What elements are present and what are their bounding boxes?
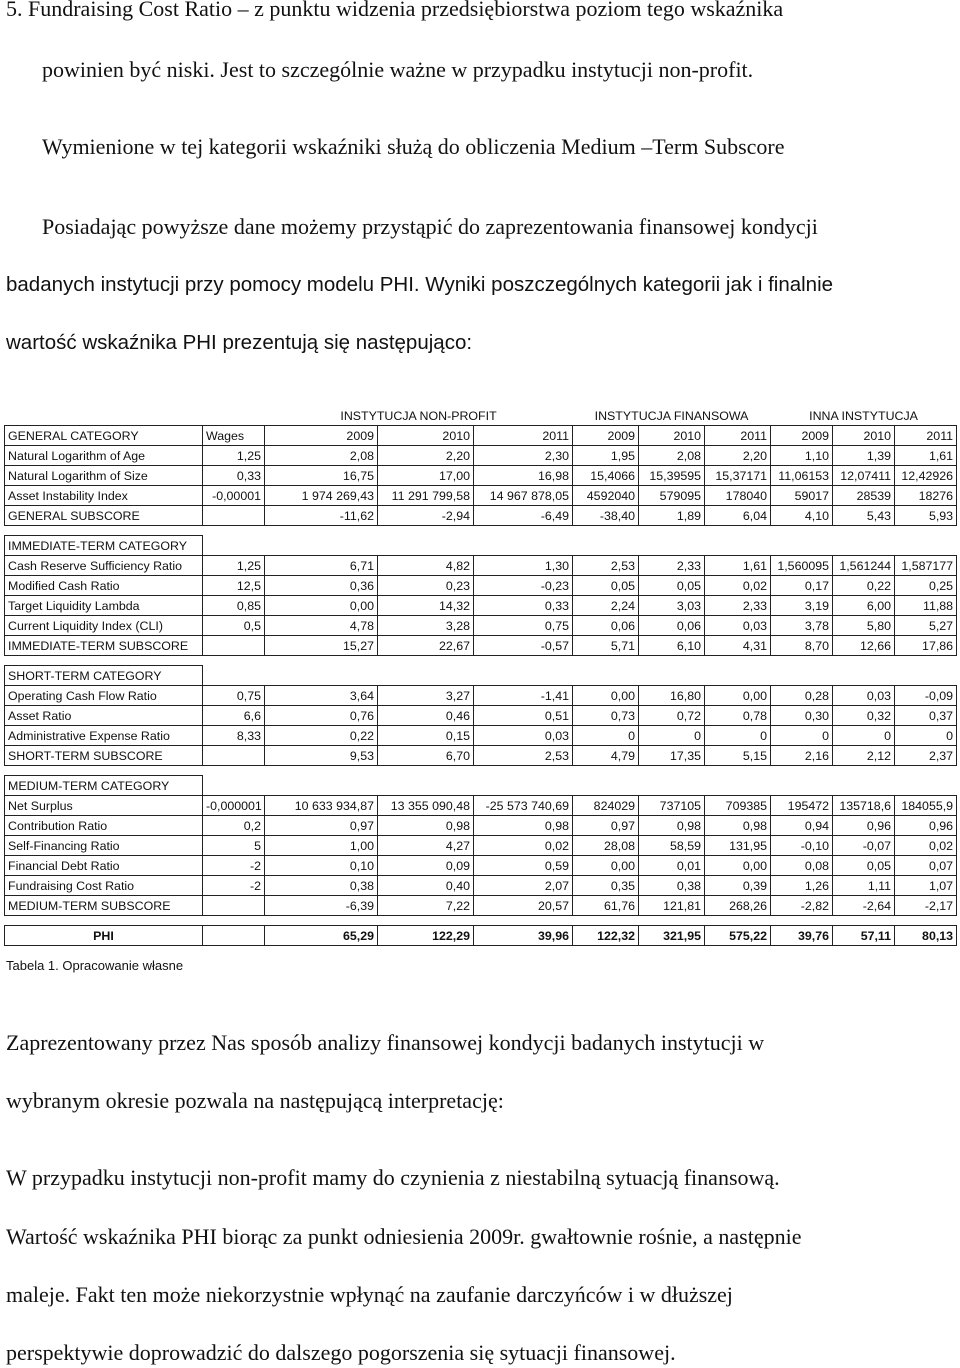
- table-cell: 0,98: [639, 816, 705, 836]
- table-cell: 6,04: [705, 506, 771, 526]
- table-cell: 0,02: [705, 576, 771, 596]
- table-cell: 0,85: [203, 596, 265, 616]
- table-cell: [203, 896, 265, 916]
- table-cell: 824029: [573, 796, 639, 816]
- table-cell: 2,24: [573, 596, 639, 616]
- table-cell: 61,76: [573, 896, 639, 916]
- category-title-cell: SHORT-TERM CATEGORY: [5, 666, 203, 686]
- group-header-cell: INNA INSTYTUCJA: [771, 406, 957, 426]
- table-cell: 1,26: [771, 876, 833, 896]
- table-cell: 0,33: [474, 596, 573, 616]
- table-cell: -2,17: [895, 896, 957, 916]
- phi-results-table-wrapper: [4, 406, 956, 946]
- table-cell: 0,33: [203, 466, 265, 486]
- phi-value-cell: 65,29: [265, 926, 378, 946]
- row-label-cell: GENERAL SUBSCORE: [5, 506, 203, 526]
- table-row: [5, 616, 957, 636]
- table-header-cell: 2010: [378, 426, 474, 446]
- table-cell: 0,08: [771, 856, 833, 876]
- table-cell: 12,07411: [833, 466, 895, 486]
- table-cell: -25 573 740,69: [474, 796, 573, 816]
- table-cell: 2,16: [771, 746, 833, 766]
- table-cell: 11 291 799,58: [378, 486, 474, 506]
- table-row: [5, 506, 957, 526]
- paragraph-line: Zaprezentowany przez Nas sposób analizy finansowej kondycji badanych instytucji w: [6, 1030, 765, 1055]
- paragraph-line: perspektywie doprowadzić do dalszego pogorszenia się sytuacji finansowej.: [6, 1340, 676, 1365]
- table-header-cell: 2011: [705, 426, 771, 446]
- table-cell: 0,98: [378, 816, 474, 836]
- row-label-cell: Administrative Expense Ratio: [5, 726, 203, 746]
- table-header-cell: 2009: [771, 426, 833, 446]
- table-row: [5, 446, 957, 466]
- table-cell: 5,80: [833, 616, 895, 636]
- row-label-cell: Operating Cash Flow Ratio: [5, 686, 203, 706]
- table-row: [5, 466, 957, 486]
- table-cell: [203, 636, 265, 656]
- table-cell: 3,28: [378, 616, 474, 636]
- table-cell: 0,73: [573, 706, 639, 726]
- table-cell: 6,6: [203, 706, 265, 726]
- table-header-row: [5, 406, 957, 426]
- table-cell: 5: [203, 836, 265, 856]
- table-cell: [203, 746, 265, 766]
- row-label-cell: Natural Logarithm of Age: [5, 446, 203, 466]
- table-cell: 0,75: [474, 616, 573, 636]
- table-cell: 0,30: [771, 706, 833, 726]
- paragraph-line: Wymienione w tej kategorii wskaźniki służą do obliczenia Medium –Term Subscore: [42, 134, 785, 159]
- table-cell: 4,31: [705, 636, 771, 656]
- group-header-cell: INSTYTUCJA FINANSOWA: [573, 406, 771, 426]
- table-cell: 2,30: [474, 446, 573, 466]
- table-cell: -6,39: [265, 896, 378, 916]
- table-cell: 9,53: [265, 746, 378, 766]
- table-cell: -0,10: [771, 836, 833, 856]
- phi-total-row: [5, 926, 957, 946]
- paragraph-line: Posiadając powyższe dane możemy przystąpić do zaprezentowania finansowej kondycji: [42, 214, 818, 239]
- table-cell: 0,05: [639, 576, 705, 596]
- table-cell: 11,06153: [771, 466, 833, 486]
- table-cell: 28,08: [573, 836, 639, 856]
- table-cell: 0,38: [639, 876, 705, 896]
- row-label-cell: Target Liquidity Lambda: [5, 596, 203, 616]
- table-cell: 0,09: [378, 856, 474, 876]
- table-row: [5, 576, 957, 596]
- table-row: [5, 816, 957, 836]
- table-cell: 1,561244: [833, 556, 895, 576]
- table-cell: 4,27: [378, 836, 474, 856]
- table-cell: 0,00: [573, 686, 639, 706]
- table-cell: 2,07: [474, 876, 573, 896]
- phi-value-cell: 122,29: [378, 926, 474, 946]
- table-cell: 0,78: [705, 706, 771, 726]
- table-cell: 0,94: [771, 816, 833, 836]
- table-caption: Tabela 1. Opracowanie własne: [6, 958, 184, 973]
- table-cell: 12,66: [833, 636, 895, 656]
- table-cell: 12,5: [203, 576, 265, 596]
- table-spacer-row: [5, 916, 957, 926]
- table-cell: 17,86: [895, 636, 957, 656]
- table-cell: 1,25: [203, 556, 265, 576]
- table-cell: 1,587177: [895, 556, 957, 576]
- table-cell: 2,20: [705, 446, 771, 466]
- table-cell: -6,49: [474, 506, 573, 526]
- table-cell: 13 355 090,48: [378, 796, 474, 816]
- table-cell: 6,70: [378, 746, 474, 766]
- spacer-cell: [5, 656, 957, 666]
- table-cell: 6,71: [265, 556, 378, 576]
- row-label-cell: Contribution Ratio: [5, 816, 203, 836]
- table-cell: 1,11: [833, 876, 895, 896]
- phi-results-table: [4, 406, 957, 946]
- table-cell: -0,07: [833, 836, 895, 856]
- table-cell: -2: [203, 876, 265, 896]
- table-cell: 14,32: [378, 596, 474, 616]
- table-cell: 3,27: [378, 686, 474, 706]
- table-row: [5, 896, 957, 916]
- table-cell: 0,97: [265, 816, 378, 836]
- table-cell: -2,82: [771, 896, 833, 916]
- table-cell: 121,81: [639, 896, 705, 916]
- phi-value-cell: [203, 926, 265, 946]
- table-cell: 58,59: [639, 836, 705, 856]
- table-header-cell: 2011: [895, 426, 957, 446]
- table-cell: 2,20: [378, 446, 474, 466]
- table-cell: 2,08: [639, 446, 705, 466]
- table-cell: 1,25: [203, 446, 265, 466]
- table-cell: 0,76: [265, 706, 378, 726]
- table-cell: 268,26: [705, 896, 771, 916]
- category-title-cell: MEDIUM-TERM CATEGORY: [5, 776, 203, 796]
- category-title-row: [5, 776, 957, 796]
- phi-value-cell: 39,96: [474, 926, 573, 946]
- table-row: [5, 486, 957, 506]
- row-label-cell: Fundraising Cost Ratio: [5, 876, 203, 896]
- phi-value-cell: 57,11: [833, 926, 895, 946]
- table-cell: 0,06: [573, 616, 639, 636]
- table-header-cell: 2010: [639, 426, 705, 446]
- table-cell: 0: [573, 726, 639, 746]
- table-cell: 17,00: [378, 466, 474, 486]
- table-cell: 0,40: [378, 876, 474, 896]
- table-cell: 0,03: [833, 686, 895, 706]
- table-cell: 2,37: [895, 746, 957, 766]
- table-cell: 0,15: [378, 726, 474, 746]
- table-cell: 4,78: [265, 616, 378, 636]
- table-cell: 2,33: [639, 556, 705, 576]
- table-cell: 0,32: [833, 706, 895, 726]
- table-cell: -2,64: [833, 896, 895, 916]
- table-cell: 12,42926: [895, 466, 957, 486]
- phi-value-cell: 80,13: [895, 926, 957, 946]
- table-cell: 0,36: [265, 576, 378, 596]
- table-cell: -0,09: [895, 686, 957, 706]
- table-cell: 0: [639, 726, 705, 746]
- paragraph-line: maleje. Fakt ten może niekorzystnie wpłynąć na zaufanie darczyńców i w dłuższej: [6, 1282, 733, 1307]
- table-cell: 17,35: [639, 746, 705, 766]
- table-cell: 709385: [705, 796, 771, 816]
- table-cell: 1,89: [639, 506, 705, 526]
- category-title-cell: GENERAL CATEGORY: [5, 426, 203, 446]
- table-cell: 5,93: [895, 506, 957, 526]
- table-cell: 0,00: [705, 686, 771, 706]
- phi-label-cell: PHI: [5, 926, 203, 946]
- table-cell: 1,61: [895, 446, 957, 466]
- table-cell: 16,80: [639, 686, 705, 706]
- list-item-fundraising-cost-ratio: 5. Fundraising Cost Ratio – z punktu widzenia przedsiębiorstwa poziom tego wskaźnika: [6, 0, 784, 21]
- table-cell: 1,07: [895, 876, 957, 896]
- table-cell: 0,35: [573, 876, 639, 896]
- table-cell: 5,71: [573, 636, 639, 656]
- table-cell: 14 967 878,05: [474, 486, 573, 506]
- row-label-cell: Current Liquidity Index (CLI): [5, 616, 203, 636]
- table-cell: 0,03: [474, 726, 573, 746]
- table-row: [5, 726, 957, 746]
- table-cell: 2,53: [474, 746, 573, 766]
- table-cell: 0,22: [265, 726, 378, 746]
- table-cell: 0,38: [265, 876, 378, 896]
- table-cell: 0,05: [833, 856, 895, 876]
- table-cell: 0,98: [705, 816, 771, 836]
- table-cell: 1,95: [573, 446, 639, 466]
- table-cell: 0,37: [895, 706, 957, 726]
- table-cell: 20,57: [474, 896, 573, 916]
- table-cell: 1,61: [705, 556, 771, 576]
- table-body: [5, 406, 957, 946]
- table-cell: 0: [705, 726, 771, 746]
- table-cell: [203, 506, 265, 526]
- table-cell: 0,5: [203, 616, 265, 636]
- blank-cell: [203, 666, 957, 686]
- table-cell: 0,2: [203, 816, 265, 836]
- table-cell: 0,46: [378, 706, 474, 726]
- table-cell: 0,17: [771, 576, 833, 596]
- table-cell: -2: [203, 856, 265, 876]
- general-category-header-row: [5, 426, 957, 446]
- row-label-cell: Modified Cash Ratio: [5, 576, 203, 596]
- table-cell: 0,98: [474, 816, 573, 836]
- row-label-cell: Cash Reserve Sufficiency Ratio: [5, 556, 203, 576]
- table-cell: 2,08: [265, 446, 378, 466]
- table-cell: 22,67: [378, 636, 474, 656]
- table-cell: 15,37171: [705, 466, 771, 486]
- table-cell: 0: [771, 726, 833, 746]
- table-cell: 0,96: [895, 816, 957, 836]
- category-title-row: [5, 536, 957, 556]
- row-label-cell: Asset Instability Index: [5, 486, 203, 506]
- table-cell: 2,53: [573, 556, 639, 576]
- table-cell: 3,64: [265, 686, 378, 706]
- row-label-cell: SHORT-TERM SUBSCORE: [5, 746, 203, 766]
- table-header-cell: 2010: [833, 426, 895, 446]
- table-cell: 11,88: [895, 596, 957, 616]
- paragraph-line: wybranym okresie pozwala na następującą interpretację:: [6, 1088, 504, 1113]
- table-cell: 1,560095: [771, 556, 833, 576]
- table-cell: 8,33: [203, 726, 265, 746]
- table-cell: -0,23: [474, 576, 573, 596]
- table-cell: 2,12: [833, 746, 895, 766]
- table-cell: 15,27: [265, 636, 378, 656]
- table-cell: 0,06: [639, 616, 705, 636]
- table-cell: 3,19: [771, 596, 833, 616]
- phi-value-cell: 575,22: [705, 926, 771, 946]
- table-cell: 0,59: [474, 856, 573, 876]
- table-spacer-row: [5, 766, 957, 776]
- table-cell: 0,10: [265, 856, 378, 876]
- table-row: [5, 556, 957, 576]
- blank-cell: [203, 776, 957, 796]
- table-cell: 4,82: [378, 556, 474, 576]
- table-cell: 0,01: [639, 856, 705, 876]
- table-cell: 1,00: [265, 836, 378, 856]
- table-cell: 579095: [639, 486, 705, 506]
- table-row: [5, 876, 957, 896]
- table-cell: -0,00001: [203, 486, 265, 506]
- paragraph-line: powinien być niski. Jest to szczególnie ważne w przypadku instytucji non-profit.: [42, 57, 754, 82]
- table-row: [5, 856, 957, 876]
- table-row: [5, 596, 957, 616]
- table-cell: 0,22: [833, 576, 895, 596]
- table-cell: 0: [833, 726, 895, 746]
- spacer-cell: [5, 526, 957, 536]
- table-header-cell: 2009: [265, 426, 378, 446]
- table-cell: 0: [895, 726, 957, 746]
- table-cell: 0,03: [705, 616, 771, 636]
- table-cell: 7,22: [378, 896, 474, 916]
- table-cell: 8,70: [771, 636, 833, 656]
- table-cell: 0,28: [771, 686, 833, 706]
- table-cell: 0,07: [895, 856, 957, 876]
- row-label-cell: IMMEDIATE-TERM SUBSCORE: [5, 636, 203, 656]
- table-header-cell: Wages: [203, 426, 265, 446]
- table-cell: 3,78: [771, 616, 833, 636]
- table-row: [5, 706, 957, 726]
- table-cell: 28539: [833, 486, 895, 506]
- paragraph-line: badanych instytucji przy pomocy modelu PHI. Wyniki poszczególnych kategorii jak i finalnie: [6, 273, 834, 296]
- table-cell: 131,95: [705, 836, 771, 856]
- table-cell: 0,25: [895, 576, 957, 596]
- table-cell: 0,23: [378, 576, 474, 596]
- table-cell: 0,96: [833, 816, 895, 836]
- table-cell: 0,00: [705, 856, 771, 876]
- table-cell: 59017: [771, 486, 833, 506]
- table-cell: 0,51: [474, 706, 573, 726]
- row-label-cell: Financial Debt Ratio: [5, 856, 203, 876]
- table-cell: 15,39595: [639, 466, 705, 486]
- table-cell: 2,33: [705, 596, 771, 616]
- phi-value-cell: 321,95: [639, 926, 705, 946]
- table-cell: 5,27: [895, 616, 957, 636]
- paragraph-line: W przypadku instytucji non-profit mamy do czynienia z niestabilną sytuacją finansową.: [6, 1165, 780, 1190]
- table-cell: 737105: [639, 796, 705, 816]
- table-cell: 18276: [895, 486, 957, 506]
- table-cell: 0,72: [639, 706, 705, 726]
- spacer-cell: [5, 916, 957, 926]
- table-cell: 6,10: [639, 636, 705, 656]
- table-cell: 16,75: [265, 466, 378, 486]
- table-cell: 5,43: [833, 506, 895, 526]
- paragraph-line: Wartość wskaźnika PHI biorąc za punkt odniesienia 2009r. gwałtownie rośnie, a następnie: [6, 1224, 802, 1249]
- table-cell: 0,00: [265, 596, 378, 616]
- table-cell: 0,02: [474, 836, 573, 856]
- row-label-cell: Net Surplus: [5, 796, 203, 816]
- table-cell: 4592040: [573, 486, 639, 506]
- table-cell: 1,30: [474, 556, 573, 576]
- category-title-row: [5, 666, 957, 686]
- table-cell: 1,39: [833, 446, 895, 466]
- table-row: [5, 836, 957, 856]
- table-cell: 178040: [705, 486, 771, 506]
- header-blank-cell: [5, 406, 265, 426]
- spacer-cell: [5, 766, 957, 776]
- table-cell: 6,00: [833, 596, 895, 616]
- table-cell: 0,00: [573, 856, 639, 876]
- table-cell: 10 633 934,87: [265, 796, 378, 816]
- table-cell: 4,10: [771, 506, 833, 526]
- category-title-cell: IMMEDIATE-TERM CATEGORY: [5, 536, 203, 556]
- row-label-cell: MEDIUM-TERM SUBSCORE: [5, 896, 203, 916]
- table-cell: -2,94: [378, 506, 474, 526]
- table-header-cell: 2009: [573, 426, 639, 446]
- table-cell: 0,39: [705, 876, 771, 896]
- table-cell: 1,10: [771, 446, 833, 466]
- table-cell: -0,000001: [203, 796, 265, 816]
- table-cell: -1,41: [474, 686, 573, 706]
- table-cell: -11,62: [265, 506, 378, 526]
- table-cell: 184055,9: [895, 796, 957, 816]
- table-cell: -0,57: [474, 636, 573, 656]
- table-cell: 15,4066: [573, 466, 639, 486]
- table-row: [5, 636, 957, 656]
- table-cell: 5,15: [705, 746, 771, 766]
- phi-value-cell: 39,76: [771, 926, 833, 946]
- row-label-cell: Self-Financing Ratio: [5, 836, 203, 856]
- table-cell: 135718,6: [833, 796, 895, 816]
- table-cell: -38,40: [573, 506, 639, 526]
- table-cell: 0,05: [573, 576, 639, 596]
- table-cell: 0,97: [573, 816, 639, 836]
- table-spacer-row: [5, 526, 957, 536]
- table-cell: 4,79: [573, 746, 639, 766]
- group-header-cell: INSTYTUCJA NON-PROFIT: [265, 406, 573, 426]
- table-cell: 195472: [771, 796, 833, 816]
- row-label-cell: Asset Ratio: [5, 706, 203, 726]
- blank-cell: [203, 536, 957, 556]
- table-cell: 0,75: [203, 686, 265, 706]
- table-spacer-row: [5, 656, 957, 666]
- row-label-cell: Natural Logarithm of Size: [5, 466, 203, 486]
- table-row: [5, 746, 957, 766]
- table-row: [5, 686, 957, 706]
- paragraph-line: wartość wskaźnika PHI prezentują się następująco:: [6, 331, 473, 354]
- table-cell: 3,03: [639, 596, 705, 616]
- table-cell: 0,02: [895, 836, 957, 856]
- table-cell: 16,98: [474, 466, 573, 486]
- phi-value-cell: 122,32: [573, 926, 639, 946]
- table-cell: 1 974 269,43: [265, 486, 378, 506]
- table-row: [5, 796, 957, 816]
- table-header-cell: 2011: [474, 426, 573, 446]
